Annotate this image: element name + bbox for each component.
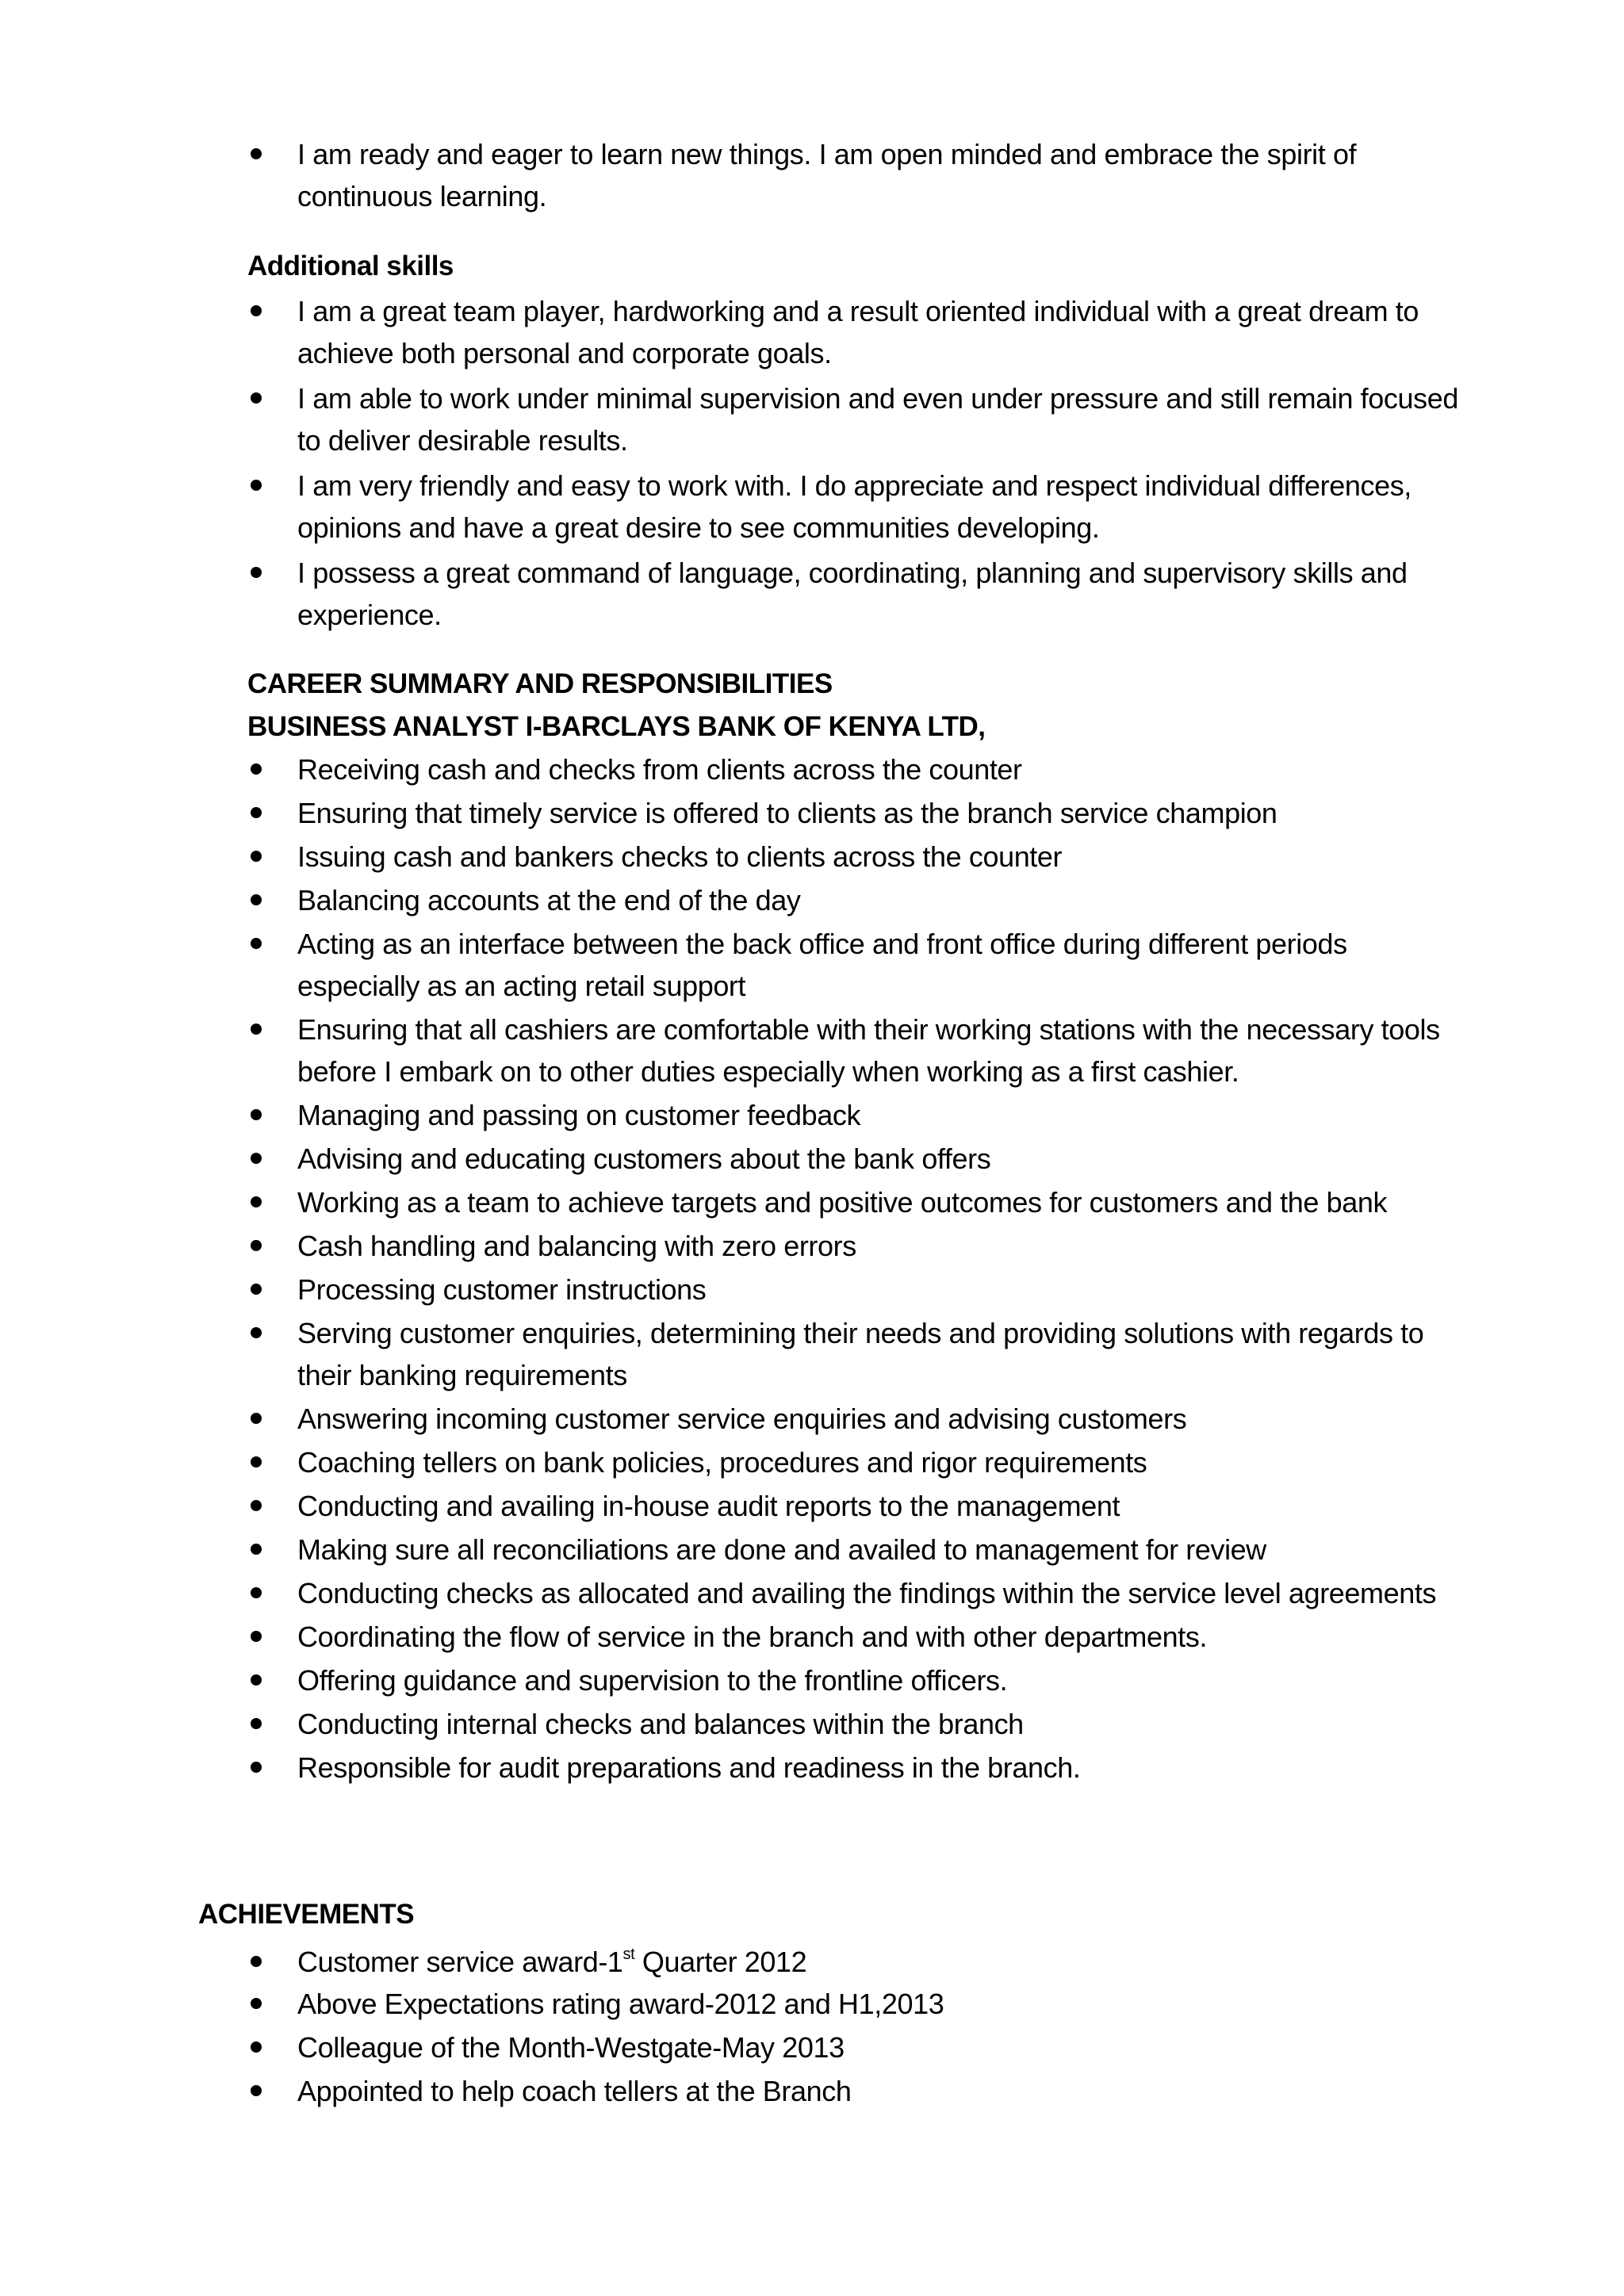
bullet-icon: [251, 1674, 262, 1686]
list-item: [0, 1398, 1624, 1440]
list-item-text: experience.: [297, 599, 442, 631]
intro-list: [0, 133, 1624, 217]
list-item-text: to deliver desirable results.: [297, 424, 628, 457]
responsibilities-list: [0, 748, 1624, 1790]
list-item-text: Appointed to help coach tellers at the Branch: [297, 2075, 852, 2107]
bullet-icon: [251, 1327, 262, 1338]
list-item-text: Offering guidance and supervision to the frontline officers.: [297, 1664, 1008, 1697]
list-item: [0, 465, 1624, 549]
bullet-icon: [251, 1762, 262, 1773]
list-item-text: Conducting checks as allocated and availing the findings within the service level agreements: [297, 1577, 1437, 1609]
list-item: [0, 923, 1624, 1007]
list-item: [0, 1312, 1624, 1396]
bullet-icon: [251, 763, 262, 775]
bullet-icon: [251, 894, 262, 905]
list-item-text: Answering incoming customer service enquiries and advising customers: [297, 1402, 1187, 1435]
list-item: [0, 1441, 1624, 1483]
bullet-icon: [251, 1024, 262, 1035]
list-item: [0, 1269, 1624, 1311]
list-item-text: Customer service award-1st Quarter 2012: [297, 1946, 807, 1978]
list-item: [0, 1747, 1624, 1789]
career-summary-heading: CAREER SUMMARY AND RESPONSIBILITIES: [247, 668, 833, 699]
bullet-icon: [251, 1631, 262, 1642]
list-item-text: Above Expectations rating award-2012 and H1,2013: [297, 1988, 944, 2020]
list-item-text: Responsible for audit preparations and readiness in the branch.: [297, 1751, 1081, 1784]
list-item: [0, 133, 1624, 217]
list-item: [0, 1941, 1624, 1983]
list-item-text: I am able to work under minimal supervision and even under pressure and still remain focused: [297, 382, 1458, 415]
list-item-text: Ensuring that timely service is offered to clients as the branch service champion: [297, 797, 1277, 829]
bullet-icon: [251, 1456, 262, 1468]
bullet-icon: [251, 1998, 262, 2009]
list-item: [0, 1616, 1624, 1658]
list-item: [0, 1572, 1624, 1614]
bullet-icon: [251, 938, 262, 949]
list-item: [0, 377, 1624, 461]
bullet-icon: [251, 2042, 262, 2053]
list-item-text: Advising and educating customers about the bank offers: [297, 1142, 991, 1175]
list-item-text: before I embark on to other duties especially when working as a first cashier.: [297, 1055, 1239, 1088]
bullet-icon: [251, 1718, 262, 1729]
list-item: [0, 552, 1624, 636]
list-item-text: Making sure all reconciliations are done and availed to management for review: [297, 1533, 1266, 1566]
list-item: [0, 1485, 1624, 1527]
list-item-text: I am ready and eager to learn new things. I am open minded and embrace the spirit of: [297, 138, 1357, 170]
list-item-text: especially as an acting retail support: [297, 970, 746, 1002]
bullet-icon: [251, 807, 262, 818]
job-title-heading: BUSINESS ANALYST I-BARCLAYS BANK OF KENYA LTD,: [247, 711, 986, 742]
list-item-text: Issuing cash and bankers checks to clients across the counter: [297, 840, 1063, 873]
bullet-icon: [251, 1587, 262, 1598]
list-item: [0, 290, 1624, 374]
bullet-icon: [251, 1544, 262, 1555]
list-item: [0, 1181, 1624, 1223]
bullet-icon: [251, 1956, 262, 1967]
achievements-heading: ACHIEVEMENTS: [198, 1899, 415, 1930]
list-item-text: Balancing accounts at the end of the day: [297, 884, 801, 916]
bullet-icon: [251, 567, 262, 578]
bullet-icon: [251, 1240, 262, 1251]
list-item-text: Cash handling and balancing with zero errors: [297, 1230, 856, 1262]
list-item-text: Serving customer enquiries, determining their needs and providing solutions with regards to: [297, 1317, 1424, 1349]
list-item-text: Receiving cash and checks from clients across the counter: [297, 753, 1022, 786]
list-item: [0, 1094, 1624, 1136]
bullet-icon: [251, 1196, 262, 1207]
list-item: [0, 2070, 1624, 2112]
achievements-list: [0, 1941, 1624, 2114]
bullet-icon: [251, 305, 262, 316]
list-item: [0, 1138, 1624, 1180]
additional-skills-list: [0, 290, 1624, 639]
bullet-icon: [251, 1500, 262, 1511]
list-item-text: Conducting internal checks and balances within the branch: [297, 1708, 1024, 1740]
list-item-text: continuous learning.: [297, 180, 547, 212]
list-item-text: Processing customer instructions: [297, 1273, 707, 1306]
bullet-icon: [251, 1153, 262, 1164]
bullet-icon: [251, 392, 262, 404]
bullet-icon: [251, 480, 262, 491]
list-item: [0, 1008, 1624, 1093]
list-item: [0, 879, 1624, 921]
bullet-icon: [251, 851, 262, 862]
list-item: [0, 1225, 1624, 1267]
list-item-text: I possess a great command of language, coordinating, planning and supervisory skills and: [297, 557, 1408, 589]
list-item: [0, 1983, 1624, 2025]
additional-skills-heading: Additional skills: [247, 251, 454, 281]
bullet-icon: [251, 1284, 262, 1295]
list-item-text: their banking requirements: [297, 1359, 627, 1391]
list-item-text: Coordinating the flow of service in the branch and with other departments.: [297, 1621, 1208, 1653]
list-item: [0, 836, 1624, 878]
list-item-text: I am very friendly and easy to work with. I do appreciate and respect individual differences,: [297, 469, 1411, 502]
list-item-text: Working as a team to achieve targets and positive outcomes for customers and the bank: [297, 1186, 1388, 1219]
list-item-text: opinions and have a great desire to see communities developing.: [297, 511, 1100, 544]
list-item-text: I am a great team player, hardworking and a result oriented individual with a great dream to: [297, 295, 1419, 327]
list-item: [0, 1659, 1624, 1701]
list-item: [0, 1529, 1624, 1571]
list-item-text: Ensuring that all cashiers are comfortable with their working stations with the necessary tools: [297, 1013, 1440, 1046]
bullet-icon: [251, 1413, 262, 1424]
list-item-text: Managing and passing on customer feedback: [297, 1099, 861, 1131]
list-item-text: Acting as an interface between the back office and front office during different periods: [297, 928, 1347, 960]
bullet-icon: [251, 1109, 262, 1120]
bullet-icon: [251, 2085, 262, 2096]
list-item-text: Coaching tellers on bank policies, procedures and rigor requirements: [297, 1446, 1147, 1479]
list-item-text: achieve both personal and corporate goals.: [297, 337, 832, 369]
list-item: [0, 748, 1624, 790]
list-item: [0, 1703, 1624, 1745]
list-item-text: Conducting and availing in-house audit reports to the management: [297, 1490, 1120, 1522]
bullet-icon: [251, 148, 262, 159]
list-item-text: Colleague of the Month-Westgate-May 2013: [297, 2031, 845, 2064]
list-item: [0, 792, 1624, 834]
list-item: [0, 2026, 1624, 2068]
